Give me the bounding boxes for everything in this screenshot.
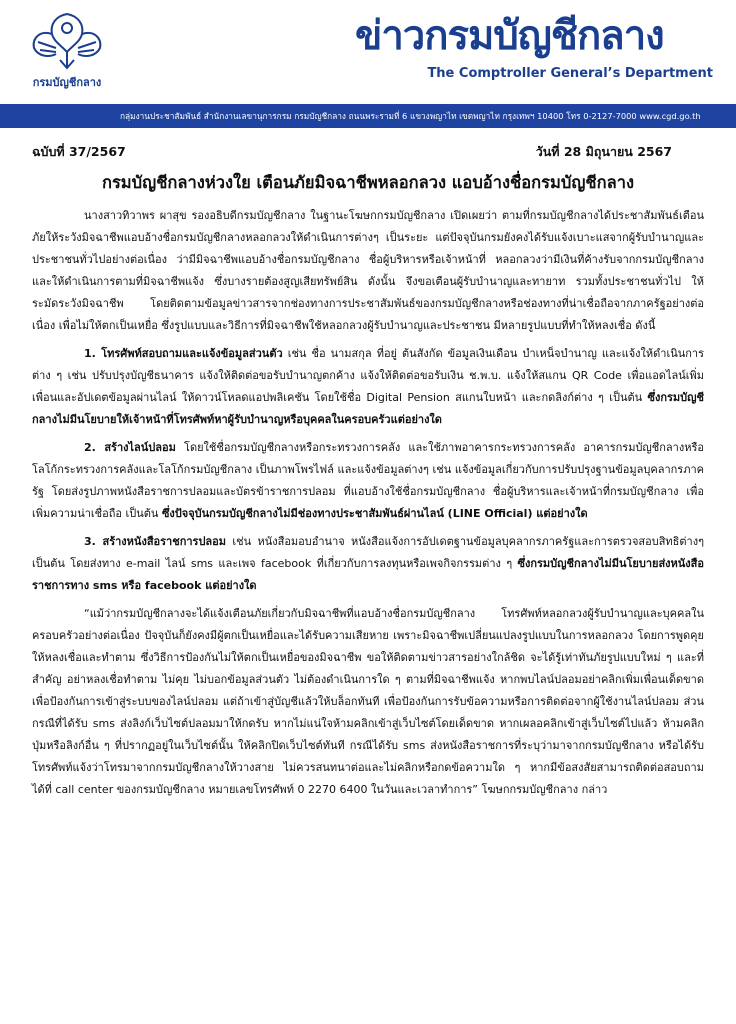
svg-text:กรมบัญชีกลาง: กรมบัญชีกลาง [32,76,102,89]
item-2-text: โดยใช้ชื่อกรมบัญชีกลางหรือกระทรวงการคลัง และใช้ภาพอาคารกระทรวงการคลัง อาคารกรมบัญชีกลางหรือโลโก้กระทรวงการคลังและโลโก้กรมบัญชีกลาง เป็นภาพโพรไฟล์ และแจ้งข้อมูลต่างๆ เช่น แจ้งข้อมูลเกี่ยวกับการปรับปรุงฐานข้อมูลบุคลากรภาครัฐ โดยส่งรูปภาพหนังสือราชการปลอมและบัตรข้าราชการปลอม ที่แอบอ้างใช้ชื่อกรมบัญชีกลาง ชื่อผู้บริหารและเจ้าหน้าที่กรมบัญชีกลาง เพื่อเพิ่มความน่าเชื่อถือ เป็นต้น [32,441,704,520]
item-2-paragraph [32,437,704,525]
brand-block [355,10,725,88]
item-1-paragraph [32,343,704,431]
item-1-emphasis: ซึ่งกรมบัญชีกลางไม่มีนโยบายให้เจ้าหน้าที่โทรศัพท์หาผู้รับบำนาญหรือบุคคลในครอบครัวแต่อย่างใด [32,391,704,426]
page-header [0,0,736,102]
item-1-text: เช่น ชื่อ นามสกุล ที่อยู่ ต้นสังกัด ข้อมูลเงินเดือน บำเหน็จบำนาญ และแจ้งให้ดำเนินการต่าง ๆ เช่น ปรับปรุงบัญชีธนาคาร แจ้งให้ติดต่อขอรับบำนาญตกค้าง แจ้งให้ติดต่อขอรับเงิน ช.พ.บ. แจ้งให้สแกน QR Code เพื่อแอดไลน์เพิ่มเพื่อนและอัปเดตข้อมูลผ่านไลน์ ให้ดาวน์โหลดแอปพลิเคชัน โดยใช้ชื่อ Digital Pension สแกนใบหน้า และกดลิงก์ต่าง ๆ เป็นต้น [32,347,705,404]
item-3-emphasis: ซึ่งกรมบัญชีกลางไม่มีนโยบายส่งหนังสือราชการทาง sms หรือ facebook แต่อย่างใด [32,557,704,592]
issue-number: ฉบับที่ 37/2567 [32,144,126,159]
garuda-logo-icon [26,8,108,92]
intro-paragraph: นางสาวทิวาพร ผาสุข รองอธิบดีกรมบัญชีกลาง ในฐานะโฆษกกรมบัญชีกลาง เปิดเผยว่า ตามที่กรมบัญชีกลางได้ประชาสัมพันธ์เตือนภัยให้ระวังมิจฉาชีพแอบอ้างชื่อกรมบัญชีกลางหลอกลวงให้ดำเนินการต่างๆ เป็นระยะ แต่ปัจจุบันกรมยังคงได้รับแจ้งเบาะแสจากผู้รับบำนาญและประชาชนทั่วไปอย่างต่อเนื่อง ว่ามีมิจฉาชีพแอบอ้างชื่อกรมบัญชีกลาง ชื่อผู้บริหารหรือเจ้าหน้าที่ หลอกลวงว่ามีเงินที่ค้างรับจากกรมบัญชีกลางและให้ดำเนินการตามที่มิจฉาชีพแจ้ง ซึ่งบางรายต้องสูญเสียทรัพย์สิน ดังนั้น จึงขอเตือนผู้รับบำนาญและทายาท รวมทั้งประชาชนทั่วไป ให้ระมัดระวังมิจฉาชีพ โดยติดตามข้อมูลข่าวสารจากช่องทางการประชาสัมพันธ์ของกรมบัญชีกลางหรือช่องทางที่น่าเชื่อถือจากภาครัฐอย่างต่อเนื่อง เพื่อไม่ให้ตกเป็นเหยื่อ ซึ่งรูปแบบและวิธีการที่มิจฉาชีพใช้หลอกลวงผู้รับบำนาญและประชาชน มีหลายรูปแบบที่ทำให้หลงเชื่อ ดังนี้ [32,209,704,332]
address-bar [0,104,736,128]
brand-title-thai: ข่าวกรมบัญชีกลาง [355,13,664,59]
page-title: กรมบัญชีกลางห่วงใย เตือนภัยมิจฉาชีพหลอกลวง แอบอ้างชื่อกรมบัญชีกลาง [101,173,635,192]
address-text: กลุ่มงานประชาสัมพันธ์ สำนักงานเลขานุการกรม กรมบัญชีกลาง ถนนพระรามที่ 6 แขวงพญาไท เขตพญาไท กรุงเทพฯ 10400 โทร 0-2127-7000 www.cgd.go.th [120,111,701,121]
item-3-text: เช่น หนังสือมอบอำนาจ หนังสือแจ้งการอัปเดตฐานข้อมูลบุคลากรภาครัฐและการตรวจสอบสิทธิต่างๆ เป็นต้น โดยส่งทาง e-mail ไลน์ sms และเพจ facebook ที่เกี่ยวกับการลงทุนหรือเพจกิจกรรมต่าง ๆ [32,535,704,570]
item-1-heading: 1. โทรศัพท์สอบถามและแจ้งข้อมูลส่วนตัว [84,347,283,360]
item-2-emphasis: ซึ่งปัจจุบันกรมบัญชีกลางไม่มีช่องทางประชาสัมพันธ์ผ่านไลน์ (LINE Official) แต่อย่างใด [161,507,588,520]
item-3-paragraph [32,531,704,597]
item-3-heading: 3. สร้างหนังสือราชการปลอม [84,535,227,548]
quote-paragraph: “แม้ว่ากรมบัญชีกลางจะได้แจ้งเตือนภัยเกี่ยวกับมิจฉาชีพที่แอบอ้างชื่อกรมบัญชีกลาง โทรศัพท์หลอกลวงผู้รับบำนาญและบุคคลในครอบครัวอย่างต่อเนื่อง ปัจจุบันก็ยังคงมีผู้ตกเป็นเหยื่อและได้รับความเสียหาย เพราะมิจฉาชีพเปลี่ยนแปลงรูปแบบในการหลอกลวง โดยการพูดคุยให้หลงเชื่อและทำตาม ซึ่งวิธีการป้องกันไม่ให้ตกเป็นเหยื่อของมิจฉาชีพ ขอให้ติดตามข่าวสารอย่างใกล้ชิด จะได้รู้เท่าทันภัยรูปแบบใหม่ ๆ และที่สำคัญ อย่าหลงเชื่อทำตาม ไม่คุย ไม่บอกข้อมูลส่วนตัว ไม่ต้องดำเนินการใด ๆ ตามที่มิจฉาชีพแจ้ง หากพบไลน์ปลอมอย่าคลิกเพิ่มเพื่อนเด็ดขาด เพื่อป้องกันการเข้าสู่ระบบของไลน์ปลอม แต่ถ้าเข้าสู่บัญชีแล้วให้บล็อกทันที เพื่อป้องกันการรับข้อความหรือการติดต่อจากผู้ใช้งานไลน์ปลอม ส่วนกรณีที่ได้รับ sms ส่งลิงก์เว็บไซต์ปลอมมาให้กดรับ หากไม่แน่ใจห้ามคลิกเข้าสู่เว็บไซต์โดยเด็ดขาด หากเผลอคลิกเข้าสู่เว็บไซต์ไปแล้ว ห้ามคลิกปุ่มหรือลิงก์อื่น ๆ ที่ปรากฏอยู่ในเว็บไซต์นั้น ให้คลิกปิดเว็บไซต์ทันที กรณีได้รับ sms ส่งหนังสือราชการที่ระบุว่ามาจากกรมบัญชีกลาง หรือได้รับโทรศัพท์แจ้งว่าโทรมาจากกรมบัญชีกลางให้วางสาย ไม่ควรสนทนาต่อและไม่คลิกหรือกดข้อความใด ๆ หากมีข้อสงสัยสามารถติดต่อสอบถามได้ที่ call center ของกรมบัญชีกลาง หมายเลขโทรศัพท์ 0 2270 6400 ในวันและเวลาทำการ” โฆษกกรมบัญชีกลาง กล่าว [32,607,704,796]
item-2-heading: 2. สร้างไลน์ปลอม [84,441,176,454]
issue-date: วันที่ 28 มิถุนายน 2567 [535,144,672,159]
article-body [32,205,704,807]
brand-title-english: The Comptroller General’s Department [427,66,713,81]
